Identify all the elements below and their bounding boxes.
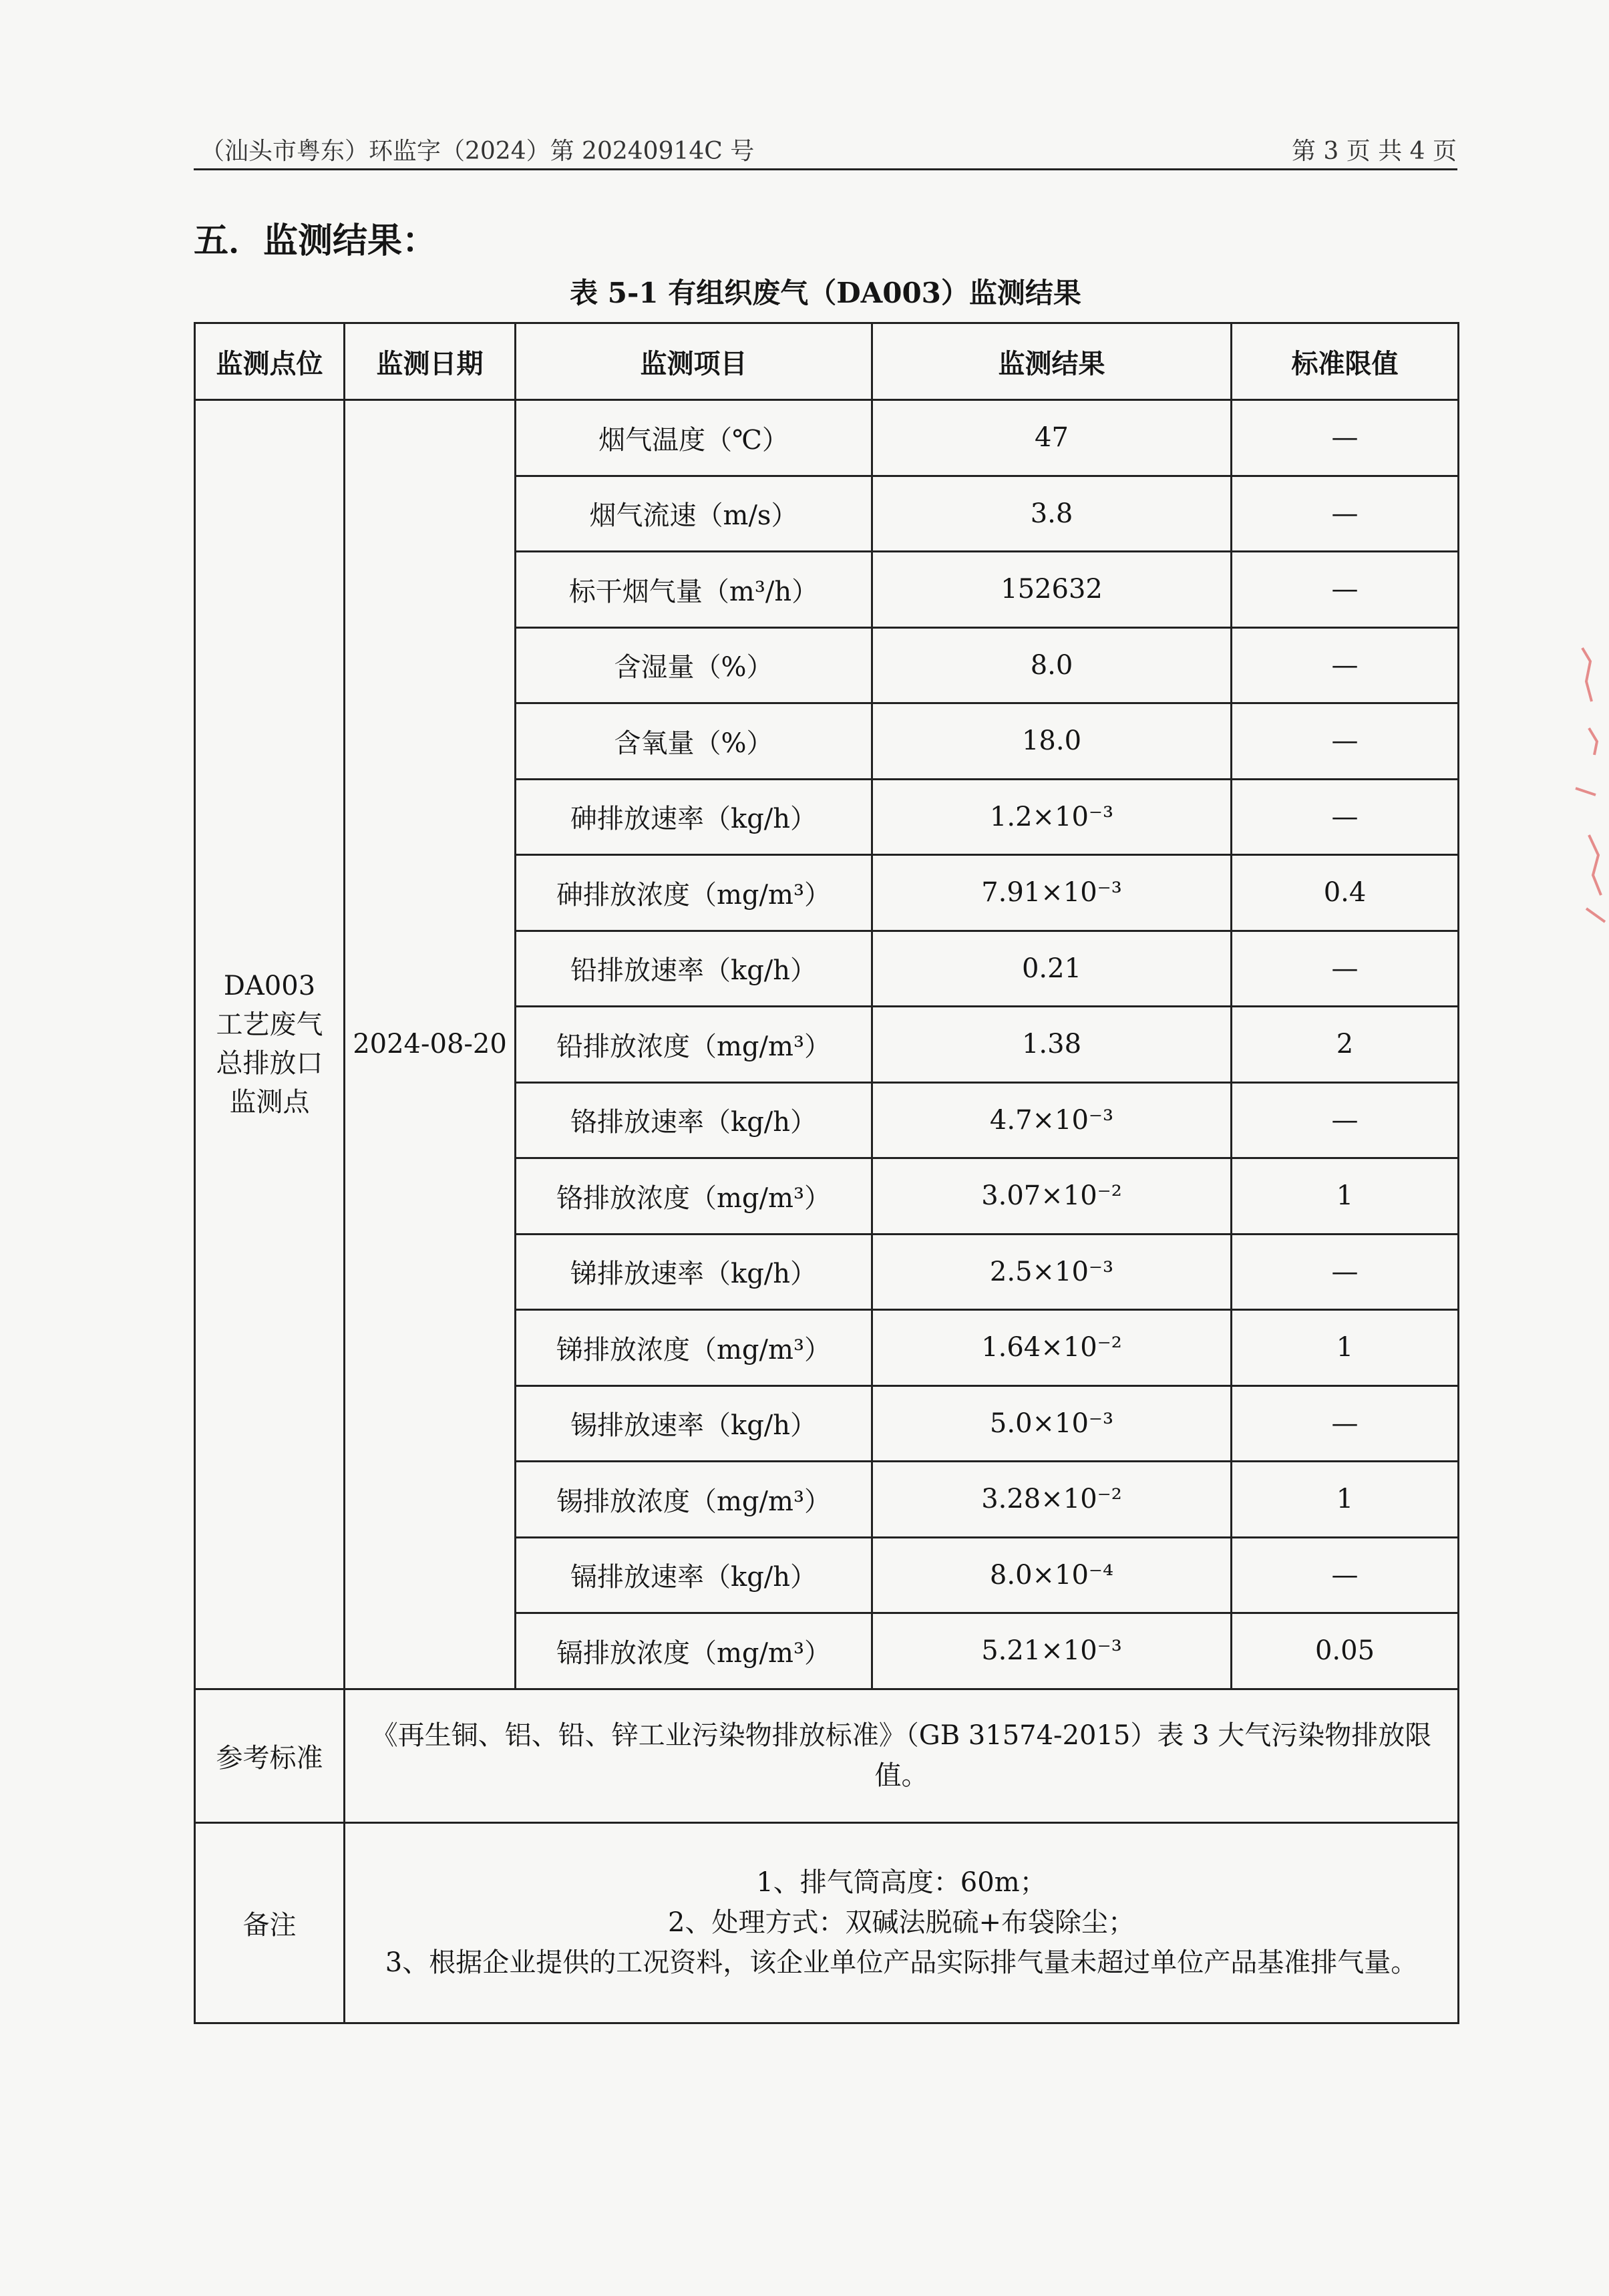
limit-cell: — bbox=[1232, 1537, 1459, 1613]
item-cell: 标干烟气量（m³/h） bbox=[516, 552, 872, 628]
item-cell: 镉排放速率（kg/h） bbox=[516, 1537, 872, 1613]
limit-cell: — bbox=[1232, 1082, 1459, 1158]
result-cell: 152632 bbox=[872, 552, 1232, 628]
item-cell: 锑排放速率（kg/h） bbox=[516, 1234, 872, 1310]
result-cell: 8.0 bbox=[872, 627, 1232, 703]
site-line: 工艺废气 bbox=[216, 1009, 323, 1041]
site-line: 监测点 bbox=[229, 1087, 310, 1118]
limit-cell: — bbox=[1232, 1234, 1459, 1310]
site-line: DA003 bbox=[223, 971, 316, 1002]
doc-number: （汕头市粤东）环监字（2024）第 20240914C 号 bbox=[200, 138, 755, 165]
result-cell: 5.21×10⁻³ bbox=[872, 1613, 1232, 1689]
result-cell: 8.0×10⁻⁴ bbox=[872, 1537, 1232, 1613]
header-site: 监测点位 bbox=[195, 323, 345, 400]
item-cell: 铬排放浓度（mg/m³） bbox=[516, 1158, 872, 1235]
item-cell: 铅排放浓度（mg/m³） bbox=[516, 1007, 872, 1083]
result-cell: 18.0 bbox=[872, 703, 1232, 780]
item-cell: 砷排放速率（kg/h） bbox=[516, 779, 872, 855]
item-cell: 锡排放浓度（mg/m³） bbox=[516, 1462, 872, 1538]
header-result: 监测结果 bbox=[872, 323, 1232, 400]
limit-cell: 2 bbox=[1232, 1007, 1459, 1083]
item-cell: 镉排放浓度（mg/m³） bbox=[516, 1613, 872, 1689]
item-cell: 烟气温度（℃） bbox=[516, 400, 872, 476]
reference-text: 《再生铜、铝、铅、锌工业污染物排放标准》（GB 31574-2015）表 3 大气污染物排放限值。 bbox=[345, 1689, 1459, 1822]
section-title: 五．监测结果： bbox=[194, 221, 437, 261]
red-stamp-edge bbox=[1562, 635, 1609, 942]
result-cell: 0.21 bbox=[872, 931, 1232, 1007]
notes-label: 备注 bbox=[195, 1822, 345, 2023]
table-caption: 表 5-1 有组织废气（DA003）监测结果 bbox=[570, 277, 1081, 309]
table-row bbox=[195, 400, 1459, 476]
result-cell: 7.91×10⁻³ bbox=[872, 855, 1232, 931]
reference-label: 参考标准 bbox=[195, 1689, 345, 1822]
limit-cell: 0.4 bbox=[1232, 855, 1459, 931]
item-cell: 铅排放速率（kg/h） bbox=[516, 931, 872, 1007]
result-cell: 5.0×10⁻³ bbox=[872, 1385, 1232, 1462]
notes-content bbox=[345, 1822, 1459, 2023]
limit-cell: — bbox=[1232, 552, 1459, 628]
limit-cell: — bbox=[1232, 703, 1459, 780]
monitoring-date-cell: 2024-08-20 bbox=[345, 400, 516, 1689]
page-info: 第 3 页 共 4 页 bbox=[1291, 138, 1457, 165]
item-cell: 含氧量（%） bbox=[516, 703, 872, 780]
result-cell: 3.28×10⁻² bbox=[872, 1462, 1232, 1538]
limit-cell: 1 bbox=[1232, 1310, 1459, 1386]
result-cell: 3.8 bbox=[872, 476, 1232, 552]
results-table bbox=[194, 322, 1459, 2024]
item-cell: 铬排放速率（kg/h） bbox=[516, 1082, 872, 1158]
reference-row bbox=[195, 1689, 1459, 1822]
note-line: 1、排气筒高度：60m； bbox=[756, 1867, 1047, 1898]
limit-cell: — bbox=[1232, 779, 1459, 855]
header-item: 监测项目 bbox=[516, 323, 872, 400]
item-cell: 烟气流速（m/s） bbox=[516, 476, 872, 552]
item-cell: 含湿量（%） bbox=[516, 627, 872, 703]
result-cell: 1.2×10⁻³ bbox=[872, 779, 1232, 855]
limit-cell: — bbox=[1232, 1385, 1459, 1462]
result-cell: 1.64×10⁻² bbox=[872, 1310, 1232, 1386]
limit-cell: 0.05 bbox=[1232, 1613, 1459, 1689]
site-line: 总排放口 bbox=[216, 1048, 323, 1080]
notes-row bbox=[195, 1822, 1459, 2023]
header-date: 监测日期 bbox=[345, 323, 516, 400]
monitoring-site-cell bbox=[195, 400, 345, 1689]
item-cell: 砷排放浓度（mg/m³） bbox=[516, 855, 872, 931]
note-line: 2、处理方式：双碱法脱硫+布袋除尘； bbox=[668, 1907, 1135, 1938]
limit-cell: 1 bbox=[1232, 1158, 1459, 1235]
result-cell: 3.07×10⁻² bbox=[872, 1158, 1232, 1235]
table-header-row bbox=[195, 323, 1459, 400]
note-line: 3、根据企业提供的工况资料，该企业单位产品实际排气量未超过单位产品基准排气量。 bbox=[385, 1947, 1418, 1978]
result-cell: 1.38 bbox=[872, 1007, 1232, 1083]
header-divider bbox=[194, 168, 1457, 170]
limit-cell: — bbox=[1232, 476, 1459, 552]
limit-cell: — bbox=[1232, 627, 1459, 703]
item-cell: 锡排放速率（kg/h） bbox=[516, 1385, 872, 1462]
limit-cell: — bbox=[1232, 931, 1459, 1007]
result-cell: 2.5×10⁻³ bbox=[872, 1234, 1232, 1310]
limit-cell: — bbox=[1232, 400, 1459, 476]
result-cell: 47 bbox=[872, 400, 1232, 476]
result-cell: 4.7×10⁻³ bbox=[872, 1082, 1232, 1158]
item-cell: 锑排放浓度（mg/m³） bbox=[516, 1310, 872, 1386]
header-limit: 标准限值 bbox=[1232, 323, 1459, 400]
limit-cell: 1 bbox=[1232, 1462, 1459, 1538]
